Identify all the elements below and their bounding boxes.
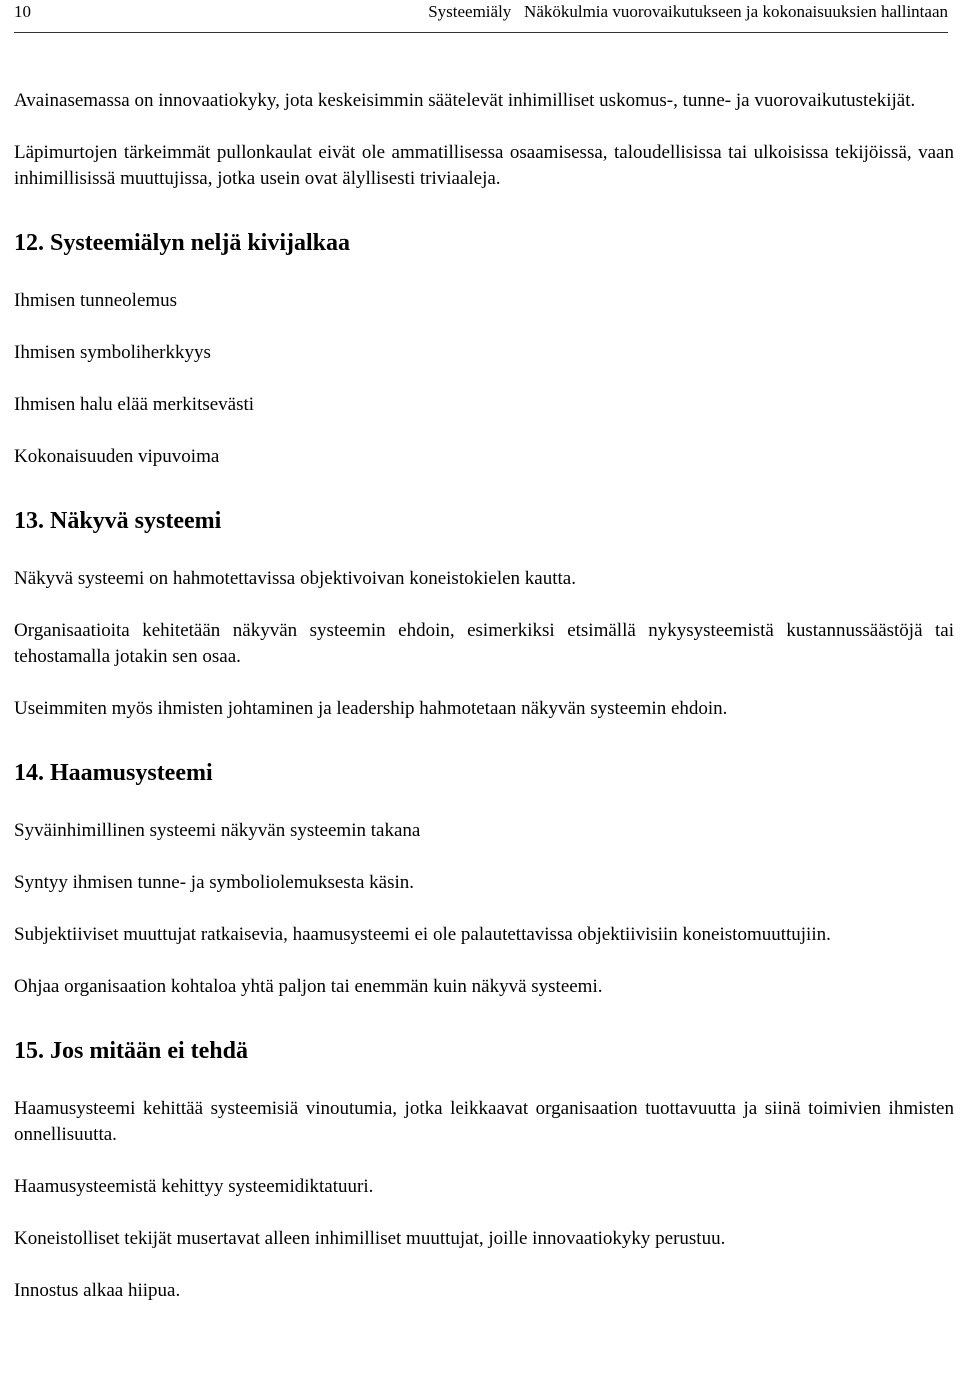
s13-paragraph-2: Organisaatioita kehitetään näkyvän systeemin ehdoin, esimerkiksi etsimällä nykysysteemistä kustannussäästöjä tai tehostamalla jotakin sen osaa.: [14, 620, 954, 667]
document-body: [14, 88, 954, 1304]
s13-paragraph-3: Useimmiten myös ihmisten johtaminen ja leadership hahmotetaan näkyvän systeemin ehdoin.: [14, 698, 728, 719]
s15-paragraph-1: Haamusysteemi kehittää systeemisiä vinoutumia, jotka leikkaavat organisaation tuottavuutta ja siinä toimivien ihmisten onnellisuutta.: [14, 1098, 954, 1145]
s12-item-2: Ihmisen symboliherkkyys: [14, 342, 211, 363]
section-14-heading: 14. Haamusysteemi: [14, 760, 213, 786]
s14-paragraph-4: Ohjaa organisaation kohtaloa yhtä paljon tai enemmän kuin näkyvä systeemi.: [14, 976, 603, 997]
s15-paragraph-4: Innostus alkaa hiipua.: [14, 1280, 181, 1301]
running-title: Systeemiäly Näkökulmia vuorovaikutukseen ja kokonaisuuksien hallintaan: [428, 2, 948, 21]
running-header: [14, 0, 948, 33]
section-15-heading: 15. Jos mitään ei tehdä: [14, 1038, 248, 1064]
section-12-heading: 12. Systeemiälyn neljä kivijalkaa: [14, 230, 351, 256]
s14-paragraph-3: Subjektiiviset muuttujat ratkaisevia, haamusysteemi ei ole palautettavissa objektiivisiin koneistomuuttujiin.: [14, 924, 831, 945]
s14-paragraph-2: Syntyy ihmisen tunne- ja symboliolemuksesta käsin.: [14, 872, 415, 893]
intro-paragraph-1: Avainasemassa on innovaatiokyky, jota keskeisimmin säätelevät inhimilliset uskomus-, tunne- ja vuorovaikutustekijät.: [14, 90, 916, 111]
section-13-heading: 13. Näkyvä systeemi: [14, 508, 222, 534]
s12-item-1: Ihmisen tunneolemus: [14, 290, 178, 311]
s15-paragraph-2: Haamusysteemistä kehittyy systeemidiktatuuri.: [14, 1176, 374, 1197]
s12-item-3: Ihmisen halu elää merkitsevästi: [14, 394, 255, 415]
s12-item-4: Kokonaisuuden vipuvoima: [14, 446, 220, 467]
page-number: 10: [14, 2, 31, 21]
s13-paragraph-1: Näkyvä systeemi on hahmotettavissa objektivoivan koneistokielen kautta.: [14, 568, 576, 589]
intro-paragraph-2: Läpimurtojen tärkeimmät pullonkaulat eivät ole ammatillisessa osaamisessa, taloudellisissa tai ulkoisissa tekijöissä, vaan inhimillisissä muuttujissa, jotka usein ovat älyllisesti triviaaleja.: [14, 142, 954, 189]
s15-paragraph-3: Koneistolliset tekijät musertavat alleen inhimilliset muuttujat, joille innovaatiokyky perustuu.: [14, 1228, 726, 1249]
s14-paragraph-1: Syväinhimillinen systeemi näkyvän systeemin takana: [14, 820, 421, 841]
